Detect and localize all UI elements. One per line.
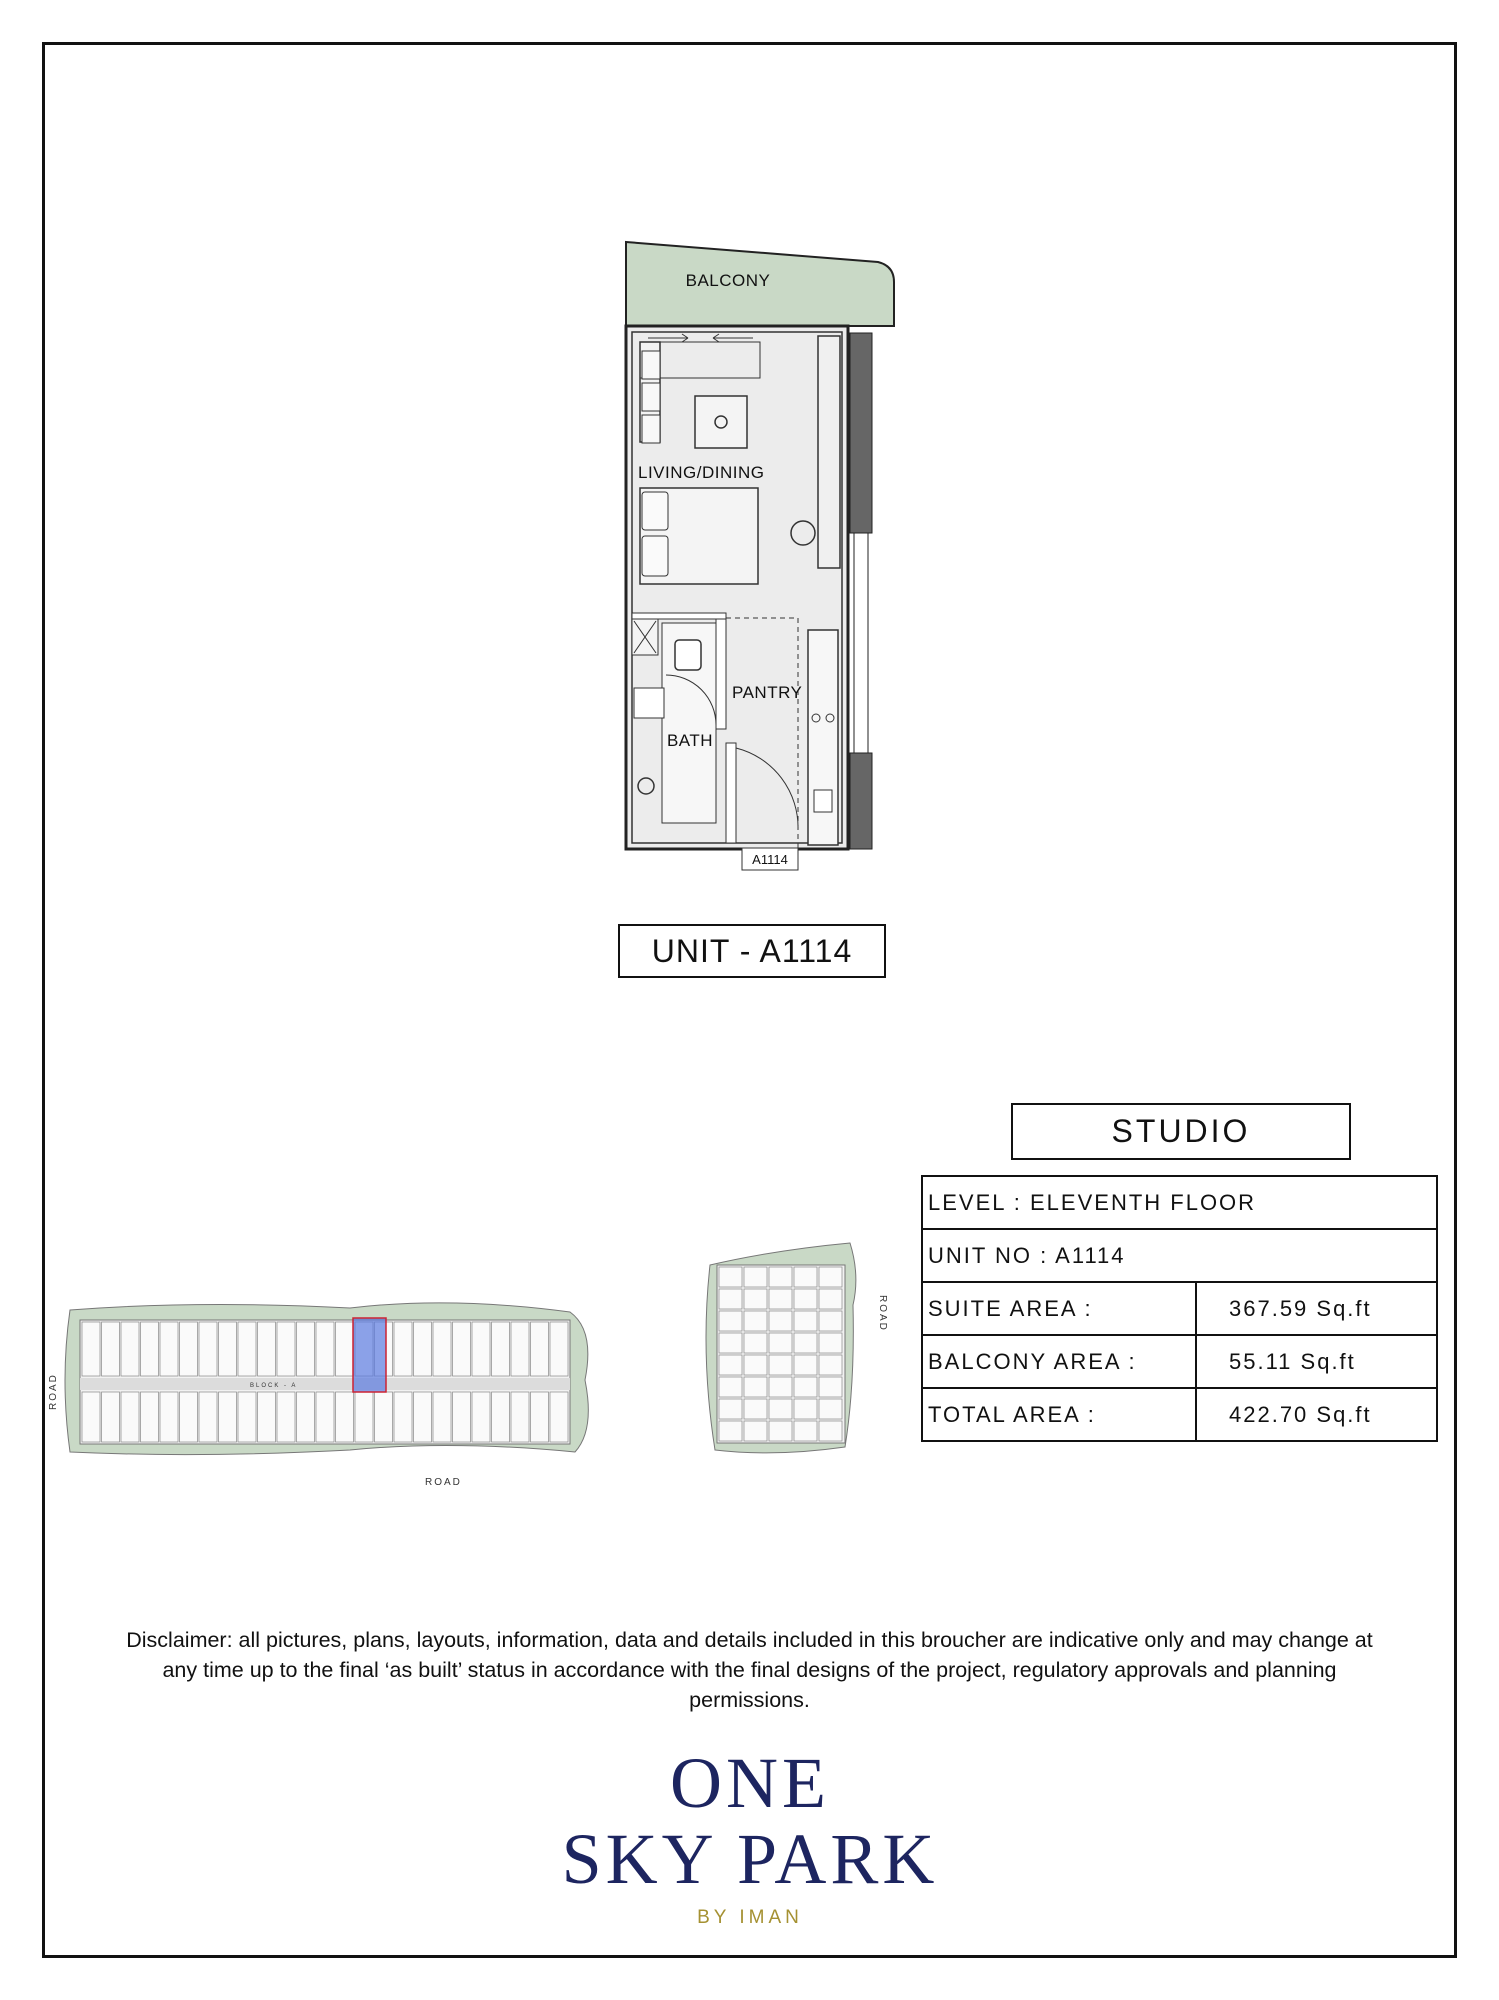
tower-unit [794, 1267, 817, 1287]
tower-unit [719, 1399, 742, 1419]
tower-unit [819, 1355, 842, 1375]
total-area-label: TOTAL AREA : [922, 1388, 1196, 1441]
key-plan-unit [453, 1322, 471, 1376]
balcony-area-label: BALCONY AREA : [922, 1335, 1196, 1388]
key-plan-unit [258, 1392, 276, 1442]
tower-unit [819, 1399, 842, 1419]
tower-unit [794, 1399, 817, 1419]
basin [634, 688, 664, 718]
tower-unit [719, 1289, 742, 1309]
key-plan-unit [238, 1322, 256, 1376]
key-plan-unit [511, 1322, 529, 1376]
key-plan-unit [219, 1322, 237, 1376]
pantry-label: PANTRY [732, 683, 803, 702]
key-plan-unit [550, 1322, 568, 1376]
tower-unit [719, 1333, 742, 1353]
key-plan-unit [453, 1392, 471, 1442]
selected-unit-highlight [353, 1318, 386, 1392]
key-plan-unit [297, 1322, 315, 1376]
tower-unit [769, 1289, 792, 1309]
tower-unit [719, 1267, 742, 1287]
tower-unit [819, 1377, 842, 1397]
wardrobe [818, 336, 840, 568]
suite-area-row [922, 1282, 1437, 1335]
tower-unit [794, 1289, 817, 1309]
facade-wall [850, 333, 872, 533]
level-cell: LEVEL : ELEVENTH FLOOR [922, 1176, 1437, 1229]
tower-unit [794, 1377, 817, 1397]
suite-area-value: 367.59 Sq.ft [1196, 1282, 1437, 1335]
tower-unit [794, 1333, 817, 1353]
key-plan-unit [375, 1392, 393, 1442]
unit-no-cell: UNIT NO : A1114 [922, 1229, 1437, 1282]
key-plan-block-a [50, 1290, 600, 1490]
tower-unit [819, 1333, 842, 1353]
key-plan-unit [394, 1392, 412, 1442]
tower-unit [744, 1377, 767, 1397]
level-row [922, 1176, 1437, 1229]
key-plan-unit [238, 1392, 256, 1442]
tower-unit [819, 1289, 842, 1309]
road-right-label: ROAD [877, 1295, 888, 1332]
key-plan-unit [258, 1322, 276, 1376]
key-plan-unit [414, 1322, 432, 1376]
key-plan-unit [82, 1392, 100, 1442]
tower-unit [744, 1267, 767, 1287]
logo-line-by-iman: BY IMAN [697, 1907, 803, 1928]
tower-unit [769, 1421, 792, 1441]
key-plan-unit [492, 1322, 510, 1376]
key-plan-unit [472, 1392, 490, 1442]
tower-unit [819, 1311, 842, 1331]
key-plan-unit [472, 1322, 490, 1376]
key-plan-unit [199, 1322, 217, 1376]
key-plan-unit [121, 1322, 139, 1376]
key-plan-unit [180, 1392, 198, 1442]
unit-no-row [922, 1229, 1437, 1282]
key-plan-unit [121, 1392, 139, 1442]
tower-unit [719, 1311, 742, 1331]
suite-area-label: SUITE AREA : [922, 1282, 1196, 1335]
logo-line-one: ONE [670, 1743, 830, 1823]
key-plan-unit [219, 1392, 237, 1442]
tower-unit [744, 1333, 767, 1353]
logo-line-sky-park: SKY PARK [561, 1819, 939, 1899]
tower-unit [769, 1399, 792, 1419]
key-plan-unit [82, 1322, 100, 1376]
key-plan-unit [277, 1322, 295, 1376]
tower-unit [744, 1399, 767, 1419]
tower-unit [744, 1311, 767, 1331]
kitchen-counter [808, 630, 838, 845]
one-sky-park-logo [520, 1745, 980, 1929]
key-plan-unit [336, 1392, 354, 1442]
tower-unit [769, 1355, 792, 1375]
unit-tag-label: A1114 [752, 852, 788, 867]
unit-title: UNIT - A1114 [618, 924, 886, 978]
key-plan-unit [550, 1392, 568, 1442]
key-plan-unit [141, 1392, 159, 1442]
tower-unit [769, 1311, 792, 1331]
key-plan-unit [141, 1322, 159, 1376]
key-plan-unit [394, 1322, 412, 1376]
total-area-row [922, 1388, 1437, 1441]
balcony-area-row [922, 1335, 1437, 1388]
tower-unit [794, 1311, 817, 1331]
road-left-label: ROAD [48, 1373, 59, 1410]
key-plan-unit [511, 1392, 529, 1442]
tower-unit [719, 1377, 742, 1397]
tower-unit [819, 1267, 842, 1287]
toilet [675, 640, 701, 670]
bath-label: BATH [666, 731, 714, 750]
key-plan-unit [336, 1322, 354, 1376]
key-plan-unit [492, 1392, 510, 1442]
total-area-value: 422.70 Sq.ft [1196, 1388, 1437, 1441]
key-plan-unit [180, 1322, 198, 1376]
key-plan-tower [695, 1235, 895, 1465]
tower-unit [719, 1355, 742, 1375]
disclaimer-text: Disclaimer: all pictures, plans, layouts, information, data and details included in this broucher are indicative only and may change at any time up to the final ‘as built’ status in accordance with the final designs of the project, regulatory approvals and planning permissions. [126, 1628, 1373, 1712]
key-plan-unit [102, 1392, 120, 1442]
balcony-area-value: 55.11 Sq.ft [1196, 1335, 1437, 1388]
key-plan-unit [316, 1322, 334, 1376]
tower-unit [744, 1421, 767, 1441]
key-plan-unit [277, 1392, 295, 1442]
key-plan-unit [414, 1392, 432, 1442]
block-label: BLOCK - A [250, 1383, 298, 1389]
tower-unit [744, 1355, 767, 1375]
unit-type-heading: STUDIO [1011, 1103, 1351, 1160]
tower-unit [794, 1421, 817, 1441]
key-plan-unit [316, 1392, 334, 1442]
tower-unit [794, 1355, 817, 1375]
key-plan-unit [433, 1322, 451, 1376]
key-plan-unit [433, 1392, 451, 1442]
key-plan-unit [102, 1322, 120, 1376]
key-plan-unit [199, 1392, 217, 1442]
unit-floor-plan [618, 238, 890, 867]
tower-unit [769, 1377, 792, 1397]
key-plan-unit [160, 1322, 178, 1376]
key-plan-unit [355, 1392, 373, 1442]
road-bottom-label: ROAD [425, 1477, 462, 1488]
key-plan-unit [160, 1392, 178, 1442]
unit-details-table [921, 1175, 1438, 1442]
tower-unit [719, 1421, 742, 1441]
key-plan-unit [531, 1392, 549, 1442]
balcony-label: BALCONY [685, 271, 771, 290]
tower-unit [769, 1267, 792, 1287]
living-dining-label: LIVING/DINING [638, 463, 765, 482]
key-plan-unit [297, 1392, 315, 1442]
coffee-table [695, 396, 747, 448]
tower-unit [744, 1289, 767, 1309]
key-plan-unit [531, 1322, 549, 1376]
tower-unit [769, 1333, 792, 1353]
tower-unit [819, 1421, 842, 1441]
